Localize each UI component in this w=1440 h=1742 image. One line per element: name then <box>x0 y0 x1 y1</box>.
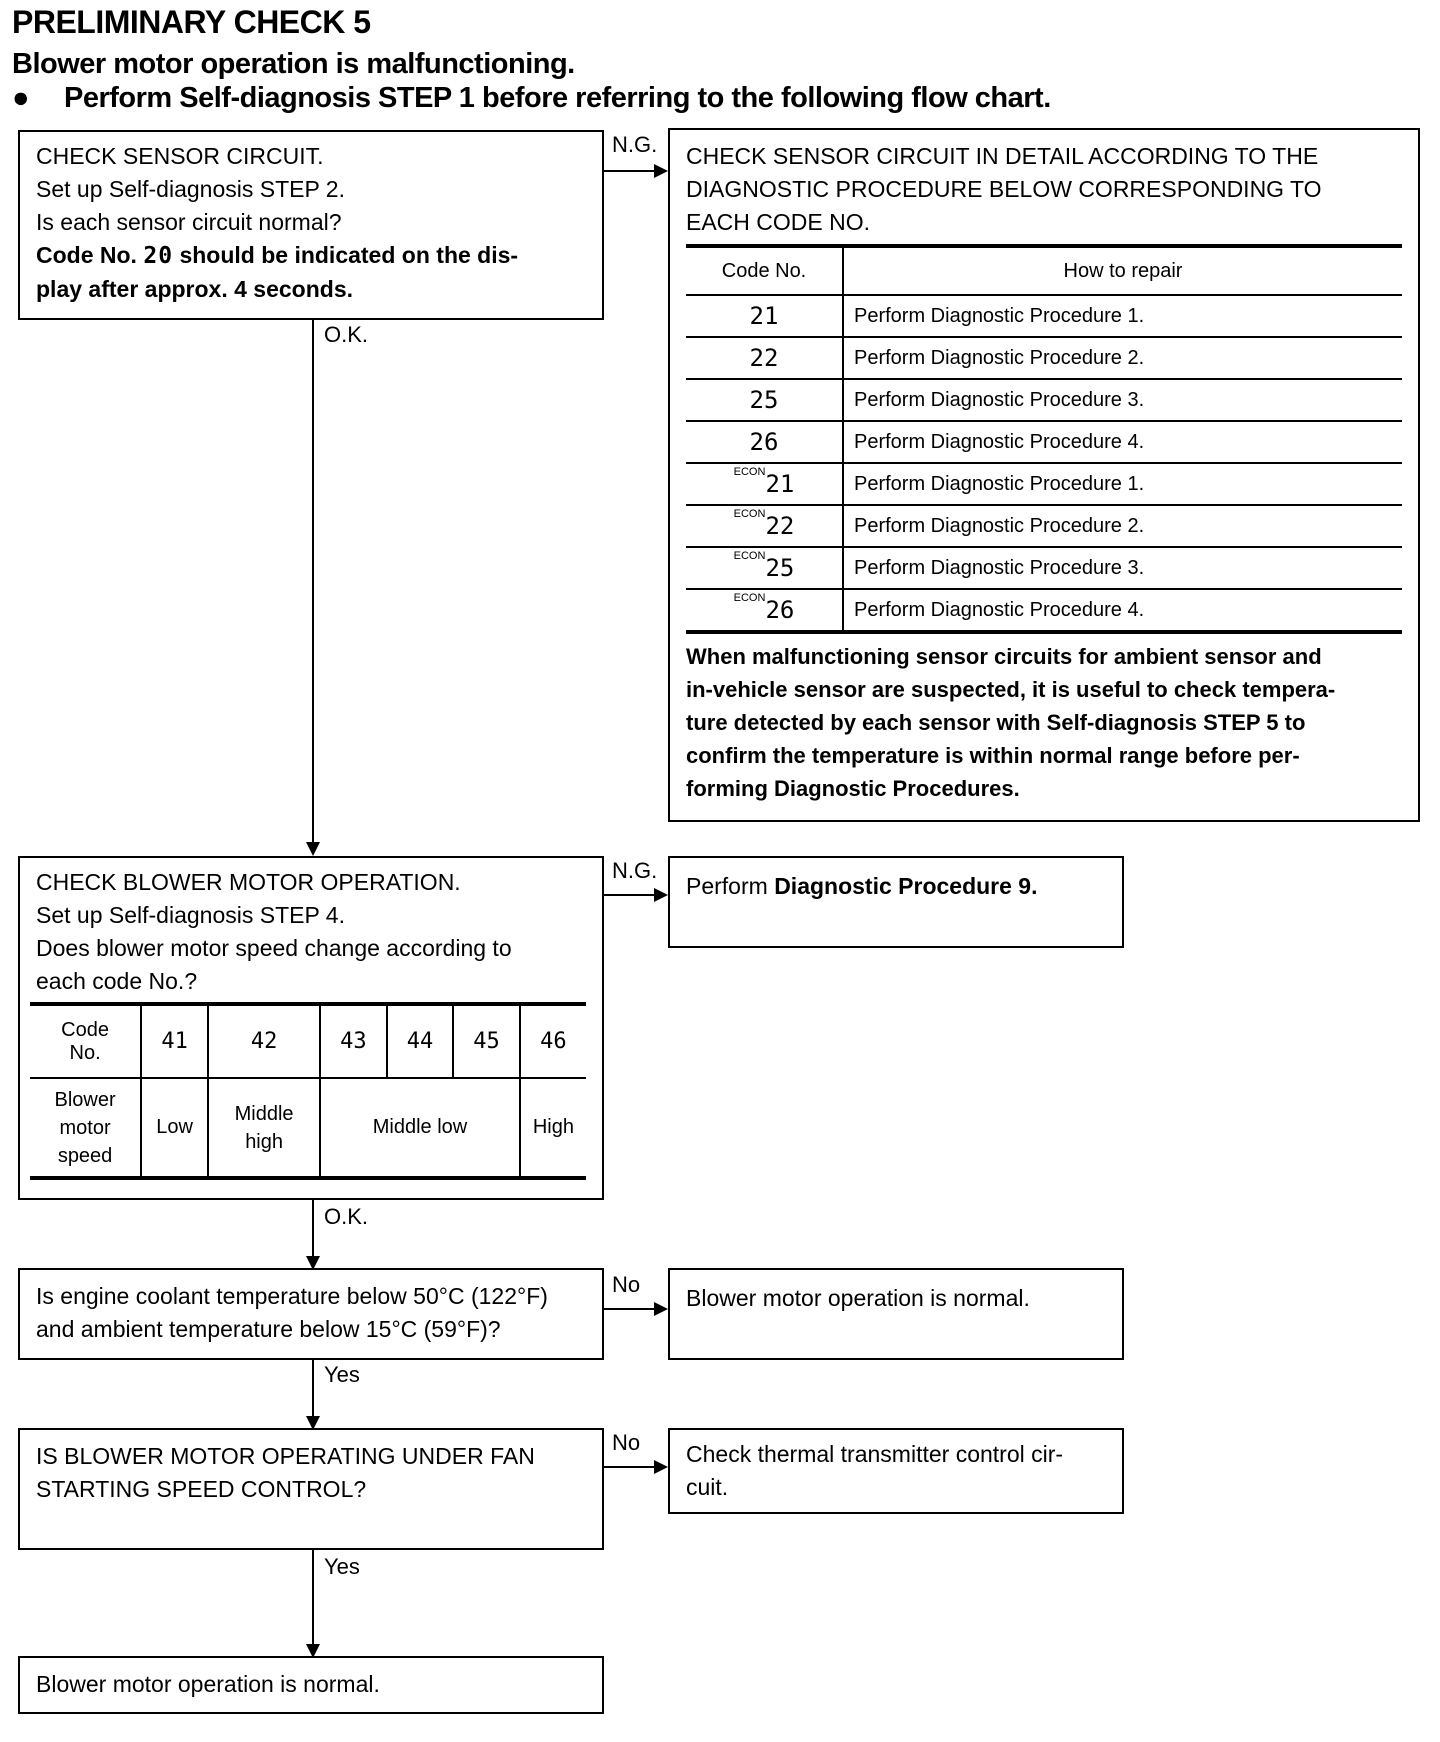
repair-value: Perform Diagnostic Procedure 3. <box>854 388 1145 411</box>
step2-instruction: Set up Self-diagnosis STEP 4. <box>36 902 345 928</box>
repair-value: Perform Diagnostic Procedure 1. <box>854 304 1145 327</box>
code-value: 21 <box>765 470 795 498</box>
step4-question-2: STARTING SPEED CONTROL? <box>36 1476 367 1502</box>
fan-starting-speed-box <box>18 1428 604 1550</box>
table-header-row <box>686 246 1402 295</box>
repair-value: Perform Diagnostic Procedure 2. <box>854 346 1145 369</box>
repair-value: Perform Diagnostic Procedure 4. <box>854 598 1145 621</box>
arrow-right-icon <box>654 164 668 178</box>
step3-question-1: Is engine coolant temperature below 50°C (122°F) <box>36 1283 548 1309</box>
code-value: 42 <box>250 1029 278 1054</box>
table-row <box>686 379 1402 421</box>
code-value: 26 <box>765 596 795 624</box>
step2-question: Does blower motor speed change according to <box>36 935 512 961</box>
repair-value: Perform Diagnostic Procedure 4. <box>854 430 1145 453</box>
speed-row <box>30 1078 586 1178</box>
page-title: PRELIMINARY CHECK 5 <box>12 4 371 40</box>
page-subtitle: Blower motor operation is malfunctioning. <box>12 48 575 80</box>
step1-heading: CHECK SENSOR CIRCUIT. <box>36 143 324 169</box>
code-row-header: Code No. <box>61 1018 109 1064</box>
step1-code-note: Code No. 20 should be indicated on the dis- <box>36 242 519 269</box>
speed-middle-high: Middle high <box>208 1078 320 1178</box>
table-row <box>686 337 1402 379</box>
code-display: 20 <box>143 243 174 269</box>
normal-result-box-1: Blower motor operation is normal. <box>668 1268 1124 1360</box>
code-value: 41 <box>161 1029 188 1054</box>
arrow-right-icon <box>654 888 668 902</box>
no-label-2: No <box>612 1430 641 1455</box>
speed-high: High <box>520 1078 586 1178</box>
arrow-right-icon <box>654 1460 668 1474</box>
instruction-text: Perform Self-diagnosis STEP 1 before referring to the following flow chart. <box>64 82 1051 114</box>
repair-value: Perform Diagnostic Procedure 2. <box>854 514 1145 537</box>
step1-code-note-cont: play after approx. 4 seconds. <box>36 276 354 302</box>
sensor-detail-heading-2: DIAGNOSTIC PROCEDURE BELOW CORRESPONDING TO <box>686 176 1322 202</box>
yes-label-2: Yes <box>324 1554 360 1579</box>
column-header-code: Code No. <box>686 246 843 295</box>
speed-middle-low: Middle low <box>320 1078 520 1178</box>
ng-label-2: N.G. <box>612 858 658 883</box>
ng-label-1: N.G. <box>612 132 658 157</box>
sensor-detail-heading-1: CHECK SENSOR CIRCUIT IN DETAIL ACCORDING TO THE <box>686 143 1319 169</box>
speed-low: Low <box>141 1078 208 1178</box>
final-result-box: Blower motor operation is normal. <box>18 1656 604 1714</box>
table-row: $^{ECON}$21 Perform Diagnostic Procedure 1. <box>686 463 1402 505</box>
connector-line <box>312 1360 314 1416</box>
thermal-transmitter-box: Check thermal transmitter control cir- cuit. <box>668 1428 1124 1514</box>
code-value: 22 <box>749 344 779 372</box>
code-repair-table <box>686 244 1402 634</box>
connector-line <box>312 320 314 842</box>
code-value: 22 <box>765 512 795 540</box>
check-sensor-circuit-box <box>18 130 604 320</box>
connector-line <box>604 1308 656 1310</box>
code-value: 46 <box>540 1029 567 1054</box>
table-row <box>686 421 1402 463</box>
speed-row-header: Blower motor speed <box>54 1088 116 1167</box>
blower-speed-table <box>30 1002 586 1180</box>
no-label-1: No <box>612 1272 641 1297</box>
step1-question: Is each sensor circuit normal? <box>36 209 342 235</box>
step3-question-2: and ambient temperature below 15°C (59°F)? <box>36 1316 501 1342</box>
sensor-note: When malfunctioning sensor circuits for ambient sensor and in-vehicle sensor are suspected, it is useful to check tempera- ture detected by each sensor with Self-diagnosis STEP 5 to confirm the temperature is within normal range before per- forming Diagnostic Procedures. <box>686 644 1336 801</box>
code-value: 45 <box>473 1029 500 1054</box>
ok-label-2: O.K. <box>324 1204 369 1229</box>
code-value: 25 <box>749 386 779 414</box>
table-row: $^{ECON}$25 Perform Diagnostic Procedure 3. <box>686 547 1402 589</box>
sensor-detail-heading-3: EACH CODE NO. <box>686 209 871 235</box>
code-row <box>30 1004 586 1078</box>
column-header-repair: How to repair <box>1063 259 1183 282</box>
code-value: 26 <box>749 428 779 456</box>
connector-line <box>604 1466 656 1468</box>
code-value: 25 <box>765 554 795 582</box>
connector-line <box>604 894 656 896</box>
procedure-9-box: Perform Diagnostic Procedure 9. <box>668 856 1124 948</box>
code-value: 44 <box>406 1029 434 1054</box>
yes-label-1: Yes <box>324 1362 360 1387</box>
table-row: $^{ECON}$22 Perform Diagnostic Procedure 2. <box>686 505 1402 547</box>
connector-line <box>312 1550 314 1644</box>
repair-value: Perform Diagnostic Procedure 1. <box>854 472 1145 495</box>
step2-question-cont: each code No.? <box>36 968 198 994</box>
bullet-icon: ● <box>12 82 30 114</box>
code-value: 43 <box>340 1029 367 1054</box>
connector-line <box>312 1200 314 1256</box>
step2-heading: CHECK BLOWER MOTOR OPERATION. <box>36 869 461 895</box>
step1-instruction: Set up Self-diagnosis STEP 2. <box>36 176 345 202</box>
step4-question-1: IS BLOWER MOTOR OPERATING UNDER FAN <box>36 1443 535 1469</box>
ok-label-1: O.K. <box>324 322 369 347</box>
code-value: 21 <box>749 302 779 330</box>
coolant-temperature-box <box>18 1268 604 1360</box>
arrow-right-icon <box>654 1302 668 1316</box>
repair-value: Perform Diagnostic Procedure 3. <box>854 556 1145 579</box>
connector-line <box>604 170 656 172</box>
table-row <box>686 295 1402 337</box>
table-row: $^{ECON}$26 Perform Diagnostic Procedure 4. <box>686 589 1402 632</box>
arrow-down-icon <box>306 842 320 856</box>
instruction-bullet <box>12 82 1051 115</box>
